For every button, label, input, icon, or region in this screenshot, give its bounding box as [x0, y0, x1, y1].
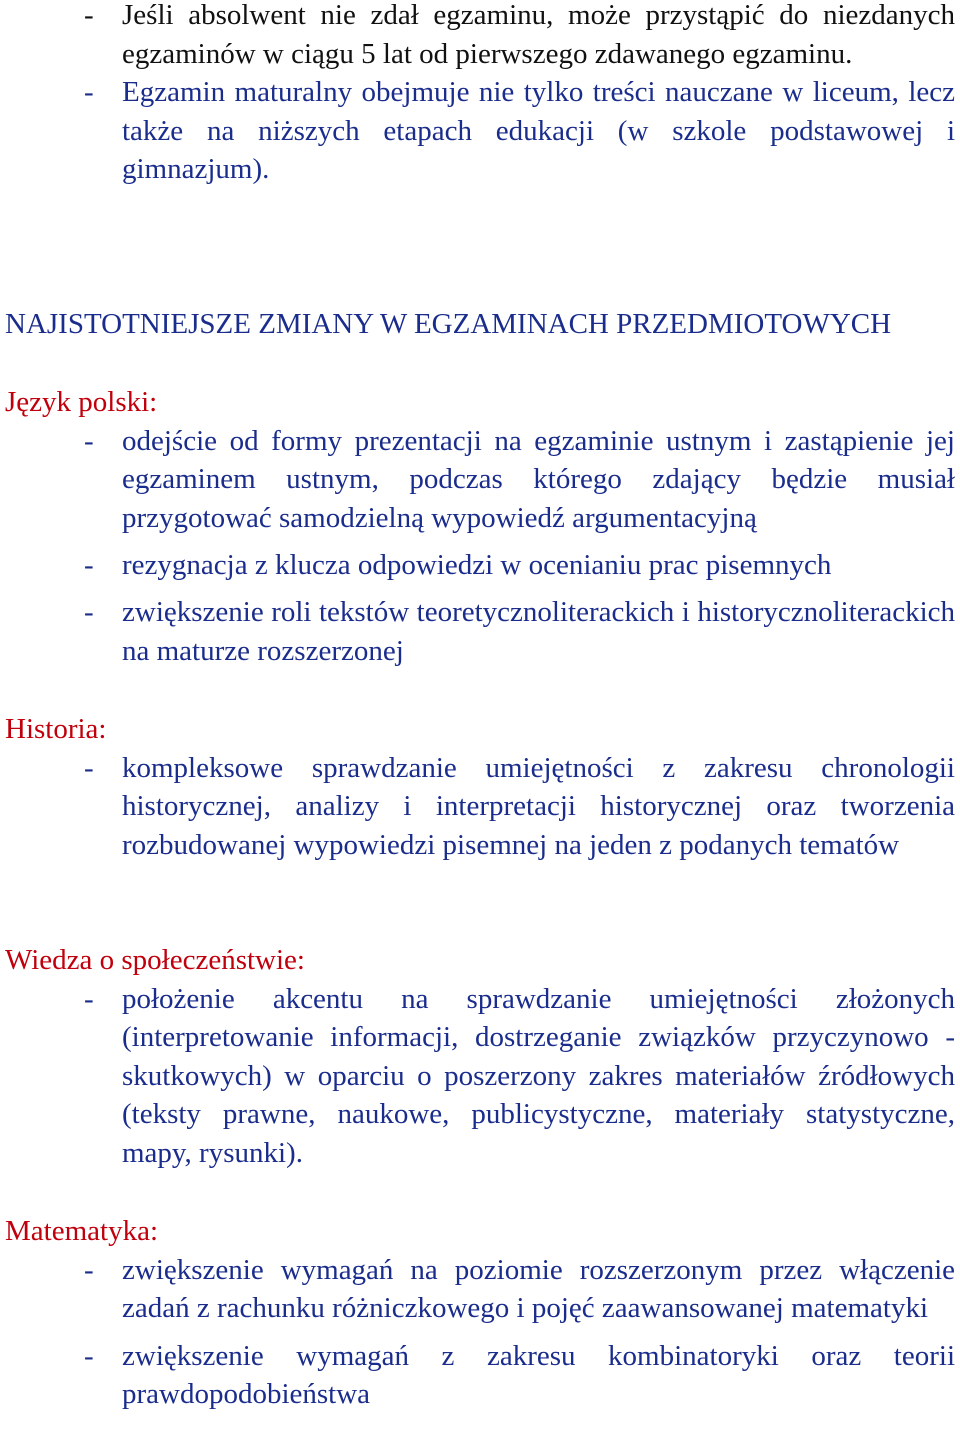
list-item-text: zwiększenie roli tekstów teoretycznoliterackich i historycznoliterackich na maturze rozszerzonej — [122, 595, 955, 667]
list-dash: - — [84, 76, 94, 109]
list-dash: - — [84, 549, 94, 582]
list-item-text: odejście od formy prezentacji na egzaminie ustnym i zastąpienie jej egzaminem ustnym, podczas którego zdający będzie musiał przygotować samodzielną wypowiedź argumentacyjną — [122, 424, 955, 534]
list-item-text: rezygnacja z klucza odpowiedzi w ocenianiu prac pisemnych — [122, 549, 832, 582]
intro-list — [0, 0, 955, 189]
section-historia — [0, 710, 955, 864]
list-item — [0, 73, 955, 189]
list-item — [0, 593, 955, 670]
list-item — [0, 422, 955, 538]
section-title: Matematyka: — [5, 1215, 159, 1247]
list-dash: - — [84, 751, 94, 784]
list-item — [0, 1251, 955, 1328]
list-dash: - — [84, 0, 94, 31]
list-item-text: Jeśli absolwent nie zdał egzaminu, może przystąpić do niezdanych egzaminów w ciągu 5 lat od pierwszego zdawanego egzaminu. — [122, 0, 955, 70]
list-dash: - — [84, 1339, 94, 1372]
list-item — [0, 980, 955, 1173]
list-item — [0, 0, 955, 73]
list-dash: - — [84, 595, 94, 628]
list-item — [0, 1337, 955, 1414]
list-item-text: kompleksowe sprawdzanie umiejętności z zakresu chronologii historycznej, analizy i interpretacji historycznej oraz tworzenia rozbudowanej wypowiedzi pisemnej na jeden z podanych tematów — [122, 751, 955, 861]
list-item-text: Egzamin maturalny obejmuje nie tylko treści nauczane w liceum, lecz także na niższych etapach edukacji (w szkole podstawowej i gimnazjum). — [122, 76, 955, 186]
list-item-text: zwiększenie wymagań z zakresu kombinatoryki oraz teorii prawdopodobieństwa — [122, 1339, 955, 1411]
list-item — [0, 749, 955, 865]
section-title: Historia: — [5, 713, 107, 745]
list-dash: - — [84, 982, 94, 1015]
main-heading: NAJISTOTNIEJSZE ZMIANY W EGZAMINACH PRZEDMIOTOWYCH — [5, 308, 892, 340]
section-title: Język polski: — [5, 386, 158, 418]
list-dash: - — [84, 424, 94, 457]
section-matematyka — [0, 1212, 955, 1414]
section-title: Wiedza o społeczeństwie: — [5, 944, 305, 976]
list-dash: - — [84, 1253, 94, 1286]
list-item-text: zwiększenie wymagań na poziomie rozszerzonym przez włączenie zadań z rachunku różniczkowego i pojęć zaawansowanej matematyki — [122, 1253, 955, 1325]
list-item — [0, 546, 955, 585]
section-wos — [0, 941, 955, 1173]
section-polski — [0, 383, 955, 670]
list-item-text: położenie akcentu na sprawdzanie umiejętności złożonych (interpretowanie informacji, dostrzeganie związków przyczynowo -skutkowych) w oparciu o poszerzony zakres materiałów źródłowych (teksty prawne, naukowe, publicystyczne, materiały statystyczne, mapy, rysunki). — [122, 982, 955, 1169]
